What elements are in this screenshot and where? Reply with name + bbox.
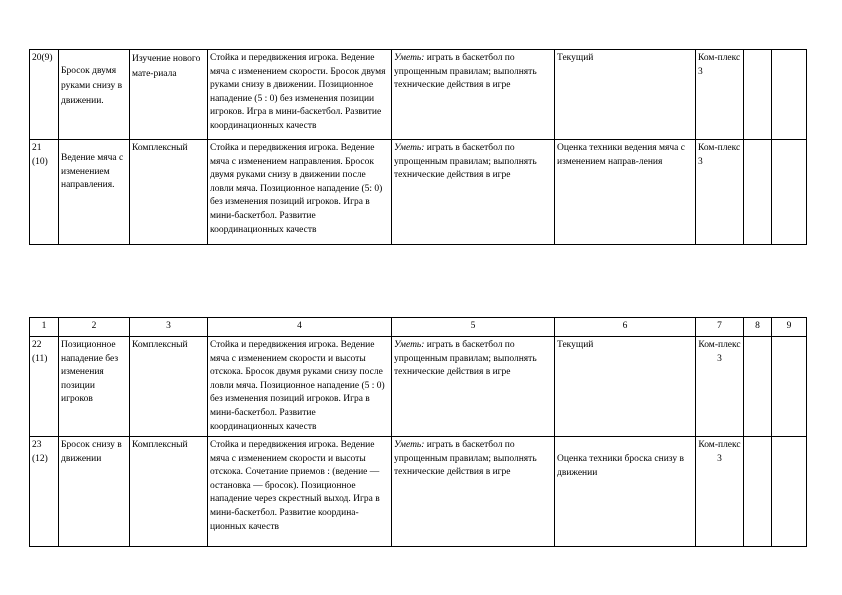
lesson-col8 — [744, 337, 772, 437]
skills-text: играть в баскетбол по упрощенным правилам; выполнять технические действия в игре — [394, 440, 537, 478]
lesson-control: Оценка техники броска снизу в движении — [555, 437, 696, 547]
column-number: 5 — [392, 318, 555, 337]
column-number: 4 — [208, 318, 392, 337]
lesson-control: Текущий — [555, 50, 696, 140]
table-row — [30, 437, 807, 547]
lesson-col8 — [744, 437, 772, 547]
lesson-content — [208, 337, 392, 437]
lesson-homework: Ком-плекс 3 — [696, 337, 744, 437]
column-number: 9 — [772, 318, 807, 337]
lesson-skills — [392, 337, 555, 437]
table-row — [30, 337, 807, 437]
lesson-number: 20(9) — [30, 50, 59, 140]
content-text: Стойка и передвижения игрока. Ведение мяча с изменением скорости и высоты отскока. Бросок двумя руками снизу после ловли мяча. Позиционное нападение (5 : 0) без изменения позиций игроков. Игра в мини-баскетбол. Развитие координационных качеств — [210, 340, 385, 432]
lesson-topic: Позиционное нападение без изменения позиции игроков — [59, 337, 130, 437]
lesson-content — [208, 50, 392, 140]
lesson-homework: Ком-плекс 3 — [696, 50, 744, 140]
lesson-col9 — [772, 50, 807, 140]
lesson-skills — [392, 140, 555, 245]
column-number: 8 — [744, 318, 772, 337]
lesson-col9 — [772, 337, 807, 437]
skills-text: играть в баскетбол по упрощенным правилам; выполнять технические действия в игре — [394, 340, 537, 378]
table-row — [30, 140, 807, 245]
skills-label: Уметь: — [394, 143, 425, 153]
lesson-type: Комплексный — [130, 437, 208, 547]
lesson-type: Изучение нового мате-риала — [130, 50, 208, 140]
skills-label: Уметь: — [394, 53, 425, 63]
lesson-control: Текущий — [555, 337, 696, 437]
skills-text: играть в баскетбол по упрощенным правилам; выполнять технические действия в игре — [394, 143, 537, 181]
lesson-plan-table-top — [29, 49, 807, 245]
column-number: 3 — [130, 318, 208, 337]
lesson-number: 21 (10) — [30, 140, 59, 245]
skills-label: Уметь: — [394, 340, 425, 350]
column-number: 2 — [59, 318, 130, 337]
column-number: 7 — [696, 318, 744, 337]
column-number-header — [30, 318, 807, 337]
lesson-col9 — [772, 437, 807, 547]
lesson-type: Комплексный — [130, 337, 208, 437]
column-number: 6 — [555, 318, 696, 337]
column-number: 1 — [30, 318, 59, 337]
lesson-number: 22 (11) — [30, 337, 59, 437]
skills-text: играть в баскетбол по упрощенным правилам; выполнять технические действия в игре — [394, 53, 537, 91]
lesson-skills — [392, 437, 555, 547]
lesson-topic: Бросок двумя руками снизу в движении. — [59, 50, 130, 140]
lesson-content — [208, 140, 392, 245]
content-text: Стойка и передвижения игрока. Ведение мяча с изменением скорости. Бросок двумя руками снизу в движении. Позиционное нападение (5 : 0) без изменения позиции игроков. Игра в мини-баскетбол. Развитие координационных качеств — [210, 53, 386, 131]
lesson-topic: Бросок снизу в движении — [59, 437, 130, 547]
lesson-plan-table-bottom — [29, 317, 807, 547]
lesson-homework: Ком-плекс 3 — [696, 437, 744, 547]
lesson-col8 — [744, 140, 772, 245]
lesson-number: 23 (12) — [30, 437, 59, 547]
lesson-type: Комплексный — [130, 140, 208, 245]
lesson-content — [208, 437, 392, 547]
lesson-control: Оценка техники ведения мяча с изменением направ-ления — [555, 140, 696, 245]
lesson-skills — [392, 50, 555, 140]
lesson-col8 — [744, 50, 772, 140]
lesson-col9 — [772, 140, 807, 245]
table-row — [30, 50, 807, 140]
content-text: Стойка и передвижения игрока. Ведение мяча с изменением скорости и высоты отскока. Сочетание приемов : (ведение — остановка — бросок). Позиционное нападение через скрестный выход. Игра в мини-баскетбол. Развитие координа-ционных качеств — [210, 440, 380, 532]
skills-label: Уметь: — [394, 440, 425, 450]
lesson-homework: Ком-плекс 3 — [696, 140, 744, 245]
content-text: Стойка и передвижения игрока. Ведение мяча с изменением направления. Бросок двумя руками снизу в движении после ловли мяча. Позиционное нападение (5: 0) без изменения позиций игроков. Игра в мини-баскетбол. Развитие координационных качеств — [210, 143, 383, 235]
lesson-topic: Ведение мяча с изменением направления. — [59, 140, 130, 245]
